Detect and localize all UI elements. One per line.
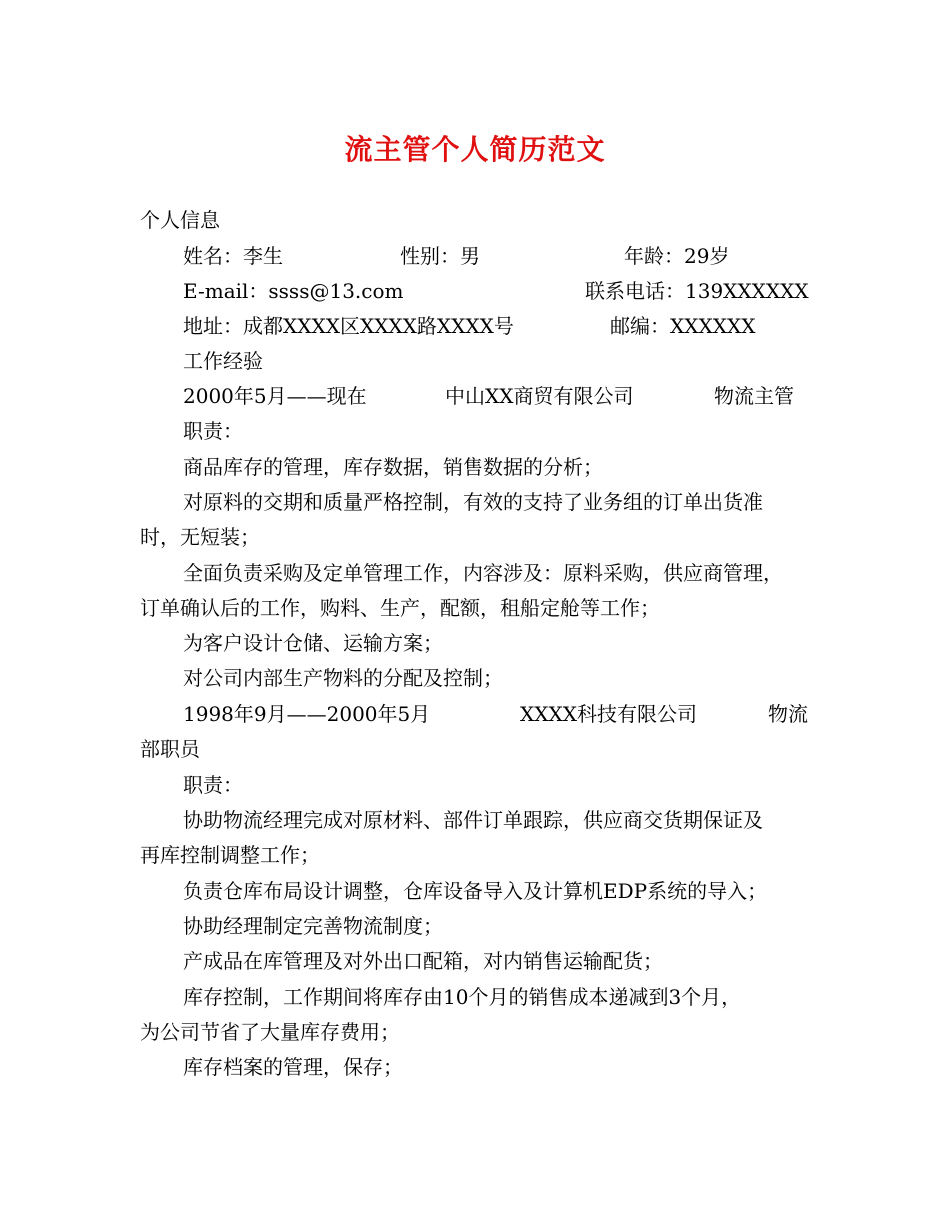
job1-company: 中山XX商贸有限公司: [445, 384, 634, 408]
age-field: 年龄：29岁: [624, 244, 730, 268]
job2-duty-line: 库存控制，工作期间将库存由10个月的销售成本递减到3个月，: [183, 985, 742, 1009]
name-field: 姓名：李生: [183, 244, 283, 268]
section-heading-work-experience: 工作经验: [183, 349, 263, 373]
job2-duty-line: 产成品在库管理及对外出口配箱，对内销售运输配货；: [183, 949, 663, 973]
job1-duty-line: 对公司内部生产物料的分配及控制；: [183, 666, 503, 690]
job1-duty-line: 全面负责采购及定单管理工作，内容涉及：原料采购，供应商管理，: [183, 561, 783, 585]
address-field: 地址：成都XXXX区XXXX路XXXX号: [183, 314, 514, 338]
document-title: 流主管个人简历范文: [344, 133, 606, 166]
job2-duty-line: 库存档案的管理，保存；: [183, 1055, 403, 1079]
job2-duty-line: 协助经理制定完善物流制度；: [183, 914, 443, 938]
postcode-field: 邮编：XXXXXX: [610, 314, 756, 338]
job1-duty-line: 商品库存的管理，库存数据，销售数据的分析；: [183, 455, 603, 479]
job2-company: XXXX科技有限公司: [520, 702, 697, 726]
section-heading-personal-info: 个人信息: [140, 208, 220, 232]
job2-position-continued: 部职员: [140, 737, 200, 761]
job2-duty-line: 负责仓库布局设计调整，仓库设备导入及计算机EDP系统的导入；: [183, 879, 768, 903]
job2-period: 1998年9月——2000年5月: [183, 702, 431, 726]
job1-period: 2000年5月——现在: [183, 384, 367, 408]
job1-duty-label: 职责：: [183, 419, 243, 443]
job1-duty-line: 为客户设计仓储、运输方案；: [183, 631, 443, 655]
phone-field: 联系电话：139XXXXXX: [585, 279, 809, 303]
job2-position: 物流: [768, 702, 808, 726]
gender-field: 性别：男: [400, 244, 480, 268]
job2-duty-line: 再库控制调整工作；: [140, 843, 320, 867]
job2-duty-line: 协助物流经理完成对原材料、部件订单跟踪，供应商交货期保证及: [183, 808, 763, 832]
email-field: E-mail：ssss@13.com: [183, 279, 404, 303]
job1-duty-line: 时，无短装；: [140, 525, 260, 549]
job2-duty-line: 为公司节省了大量库存费用；: [140, 1020, 400, 1044]
job1-duty-line: 订单确认后的工作，购料、生产，配额，租船定舱等工作；: [140, 596, 660, 620]
job2-duty-label: 职责：: [183, 773, 243, 797]
job1-duty-line: 对原料的交期和质量严格控制，有效的支持了业务组的订单出货准: [183, 490, 763, 514]
job1-position: 物流主管: [714, 384, 794, 408]
